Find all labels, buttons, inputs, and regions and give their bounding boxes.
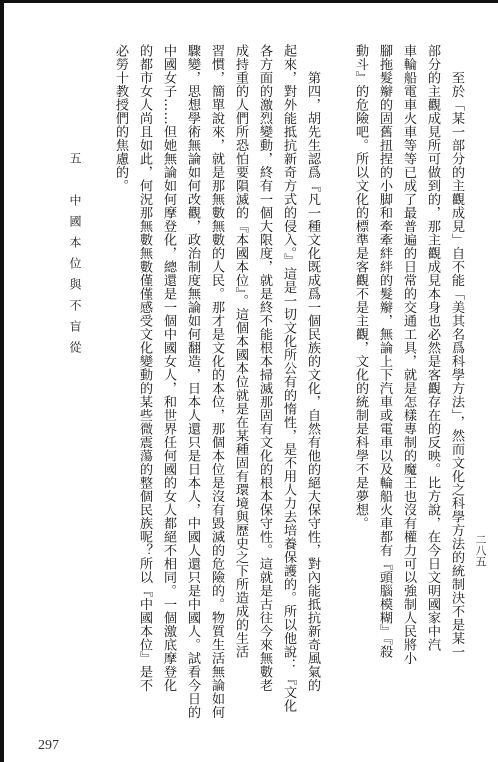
text-column: 至於「某一部分的主觀成見」自不能「美其名爲科學方法」，然而文化之科學方法的統制決不是某一 [449,44,464,659]
text-column: 動斗』的危險吧。所以文化的標準是客觀不是主觀，文化的統制是科學不是夢想。 [353,44,368,530]
text-column: 起來，對外能抵抗新奇方式的侵入。』這是一切文化所公有的惰性，是不用人力去培養保護的。所以他說：『文化 [281,44,296,713]
text-column: 車輪船電車火車等等已成了最普遍的日常的交通工具，就是怎樣專制的魔王也沒有權力可以強制人民將小 [401,44,416,665]
text-column: 中國女子……但她無論如何摩登化，總還是一個中國女人，和世界任何國的女人都絕不相同。一個激底摩登化 [161,44,176,692]
text-column: 習慣，簡單說來，就是那無數無數的人民。那才是文化的本位，那個本位是沒有毀滅的危險的。物質生活無論如何 [209,44,224,719]
text-column: 各方面的激烈變動，終有一個大限度，就是終不能根本掃滅那固有文化的根本保守性。這就是古往今來無數老 [257,44,272,692]
text-column: 必勞十教授們的焦慮的。 [113,44,128,193]
text-column: 腳拖髮辮的固舊扭捏的小脚和牽牽絆絆的髮辮，無論上下汽車或電車以及輪船火車都有『頭腦模糊』『殺 [377,44,392,659]
text-column: 成持重的人們所恐怕要隕滅的『本國本位』。這個本國本位就是在某種固有環境與歷史之下所造成的生活 [233,44,248,659]
text-column: 驟變，思想學術無論如何改觀，政治制度無論如何翻造，日本人還只是日本人，中國人還只是中國人。試看今日的 [185,44,200,719]
footer-page-number: 297 [38,738,59,753]
text-column: 第四，胡先生認爲『凡一種文化既成爲一個民族的文化，自然有他的絕大保守性，對內能抵抗新奇風氣的 [305,44,320,692]
text-column: 的都市女人尚且如此，何況那無數無數僅僅感受文化變動的某些微震蕩的整個民族呢？所以『中國本位』是不 [137,44,152,692]
scan-border-top [0,0,498,3]
header-page-number: 二八五 [474,534,487,567]
text-column: 部分的主觀成見所可做到的，那主觀成見本身也必然是客觀存在的反映。比方說，在今日文明國家中汽 [425,44,440,652]
running-header: 五 中國本位與不盲從 [68,152,82,362]
scan-border-left [0,0,4,762]
